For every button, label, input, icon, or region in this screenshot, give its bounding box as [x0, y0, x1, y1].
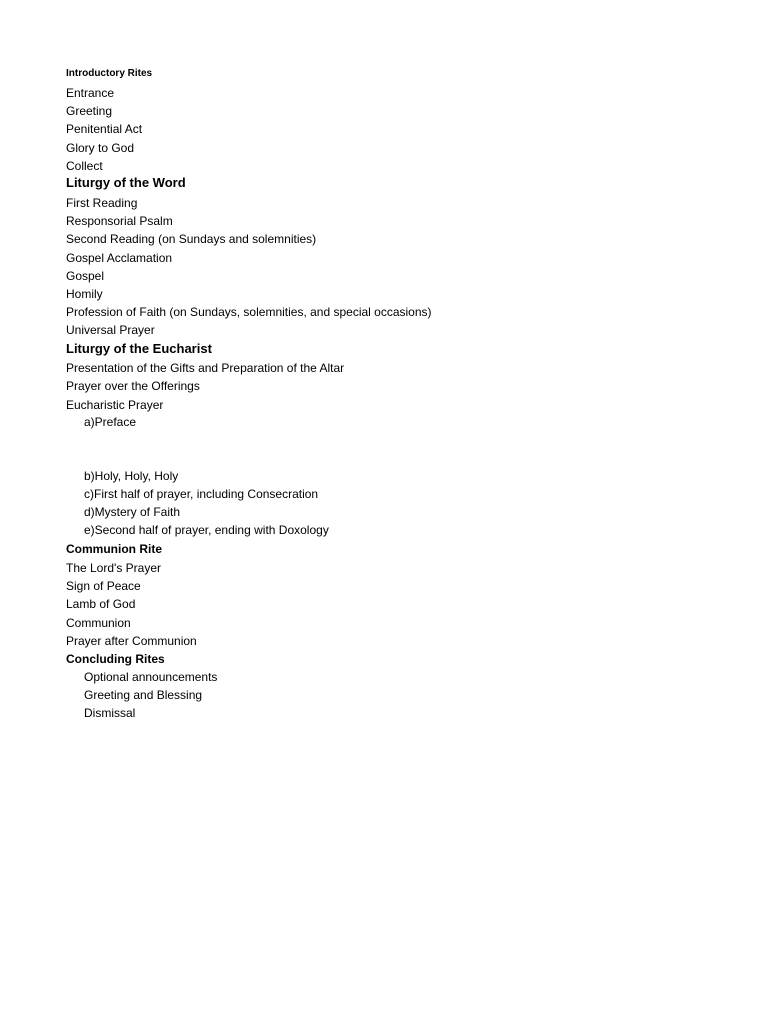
list-item: Gospel	[66, 269, 105, 283]
list-item: Profession of Faith (on Sundays, solemnities, and special occasions)	[66, 305, 432, 319]
list-item: The Lord's Prayer	[66, 561, 161, 575]
list-item: Responsorial Psalm	[66, 214, 173, 228]
list-item: Prayer after Communion	[66, 634, 197, 648]
list-item: Eucharistic Prayer	[66, 398, 164, 412]
sub-item: Dismissal	[84, 706, 136, 720]
list-item: Lamb of God	[66, 597, 136, 611]
list-item: Penitential Act	[66, 122, 143, 136]
section-heading-liturgy-of-the-word: Liturgy of the Word	[66, 175, 186, 190]
list-item: Communion	[66, 616, 131, 630]
list-item: Prayer over the Offerings	[66, 379, 200, 393]
section-title-introductory-rites: Introductory Rites	[66, 68, 153, 79]
list-item: Homily	[66, 287, 103, 301]
list-item: First Reading	[66, 196, 138, 210]
sub-item: d)Mystery of Faith	[84, 505, 181, 519]
sub-item: Greeting and Blessing	[84, 688, 203, 702]
section-heading-communion-rite: Communion Rite	[66, 542, 162, 556]
list-item: Sign of Peace	[66, 579, 141, 593]
sub-item: e)Second half of prayer, ending with Doxology	[84, 523, 329, 537]
sub-item: b)Holy, Holy, Holy	[84, 469, 179, 483]
section-heading-concluding-rites: Concluding Rites	[66, 652, 165, 666]
sub-item: c)First half of prayer, including Consecration	[84, 487, 319, 501]
list-item: Universal Prayer	[66, 323, 155, 337]
list-item: Second Reading (on Sundays and solemnities)	[66, 232, 317, 246]
list-item: Gospel Acclamation	[66, 251, 173, 265]
list-item: Collect	[66, 159, 103, 173]
sub-item: Optional announcements	[84, 670, 218, 684]
list-item: Greeting	[66, 104, 113, 118]
list-item: Glory to God	[66, 141, 135, 155]
section-heading-liturgy-of-the-eucharist: Liturgy of the Eucharist	[66, 341, 212, 356]
list-item: Presentation of the Gifts and Preparation of the Altar	[66, 361, 345, 375]
sub-item: a)Preface	[84, 415, 137, 429]
list-item: Entrance	[66, 86, 115, 100]
